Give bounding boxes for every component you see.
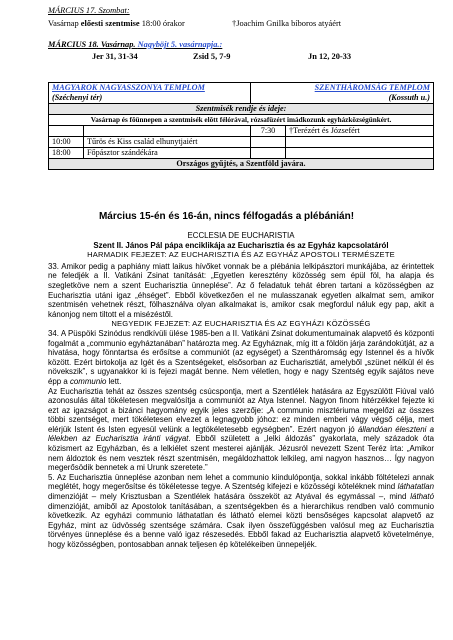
- mass-time: 18:00 órakor: [139, 19, 185, 28]
- church-1-location: (Széchenyi tér): [49, 93, 251, 104]
- reading-3: Jn 12, 20-33: [308, 52, 352, 61]
- intention-cell-2: †Terézért és Józsefért: [286, 126, 434, 137]
- p34-part-c: Az Eucharisztia tehát az összes szentség csúcspontja, mert a Szentlélek hatására az Egyszülött Fiúval való azonosulás által tökéletesen megvalósítja a communiót az Atya Istennel. Nagyon finom hitérzékkel fejezte ki ezt az igazságot a bizánci hagyomány egyik jeles szerzője: „A communio misztériuma megelőzi az összes többi szentséget, mert tökéletesen elvezet a legnagyobb jóhoz: ez minden emberi vágy végső célja, mert elérjük Istent és Isten egyesül velünk a legtökéletesebb egységben”. Ezért nagyon jó: [48, 386, 434, 434]
- paragraph-33: 33. Amikor pedig a paphiány miatt laikus hívőket vonnak be a plébánia lelkipásztori munkájába, az érintettek ne feledjék a II. Vatikáni Zsinat tanítását: „Egyetlen keresztény közösség sem épül föl, ha alapja és szegletköve nem a szent Eucharisztia ünneplése”. Az ő feladatuk tehát ébren tartani a közösségben az Eucharisztia utáni igaz „éhséget”. Ebből következően el ne mulasszanak egyetlen alkalmat sem, amikor szentmisén vehetnek részt, fölhasználva olyan alkalmakat is, amikor csak megfordul náluk egy pap, akit a kánonjog nem tiltott el a misézéstől.: [48, 261, 434, 319]
- p35-visible: látható: [410, 492, 434, 502]
- p34-part-a: 34. A Püspöki Szinódus rendkívüli ülése 1985-ben a II. Vatikáni Zsinat dokumentumainak alapvető és központi fogalmát a „communio egyháztanában” határozta meg. Az Egyháznak, míg itt a földön járja zarándokútját, az a hivatása, hogy fönntartsa és erősítse a communiót (az egységet) a Szentháromság egy Istennel és a hívők között. Ezért birtokolja az Igét és a Szentségeket, elsősorban az Eucharisztiát, amelyből „szünet nélkül él és növekszik”, s ugyanakkor ki is fejezi magát benne. Nem véletlen, hogy e nagy Szentség egyik sajátos neve épp a: [48, 328, 434, 386]
- chapter-4-heading: NEGYEDIK FEJEZET: AZ EUCHARISZTIA ÉS AZ EGYHÁZI KÖZÖSSÉG: [111, 319, 371, 329]
- time-cell-2: [251, 137, 286, 148]
- p34-part-b: lett.: [106, 376, 122, 386]
- time-cell: 10:00: [49, 137, 84, 148]
- church-2-location: (Kossuth u.): [251, 93, 434, 104]
- p35-part-b: dimenzióját – mely Krisztusban a Szentlélek hatására összeköt az Atyával és egymással –, mind: [48, 492, 411, 502]
- paragraph-34: [48, 329, 434, 387]
- rosary-note: Vasárnap és fõünnepen a szentmisék elõtt félórával, rózsafüzért imádkozunk egyházközségünkért.: [49, 115, 434, 126]
- schedule-row: [49, 148, 434, 159]
- time-cell-2: 7:30: [251, 126, 286, 137]
- article-subtitle: Szent II. János Pál pápa enciklikája az Eucharisztia és az Egyház kapcsolatáról: [93, 240, 389, 250]
- schedule-title: Szentmisék rendje és ideje:: [49, 104, 434, 115]
- date-sunday: [48, 40, 222, 50]
- intention-cell-2: [286, 148, 434, 159]
- intention-cell: [84, 126, 251, 137]
- time-cell: 18:00: [49, 148, 84, 159]
- saturday-mass: [48, 19, 185, 29]
- p35-part-a: 5. Az Eucharisztia ünneplése azonban nem lehet a communio kiindulópontja, sokkal inkább föltételezi annak meglétét, hogy megerősítse és tökéletesse tegye. A Szentség kifejezi e közösségi köteléknek mind: [48, 472, 434, 492]
- paragraph-35: [48, 473, 434, 550]
- intention-cell-2: [286, 137, 434, 148]
- mass-type: előesti szentmise: [80, 19, 140, 28]
- intention-cell: Tűrös és Kiss család elhunytjaiért: [84, 137, 251, 148]
- p34-emphasis: állandóan éleszteni a lélekben az Eucharisztia iránti vágyat: [48, 424, 435, 444]
- intention-cell: Főpásztor szándékára: [84, 148, 251, 159]
- chapter-3-heading: HARMADIK FEJEZET: AZ EUCHARISZTIA ÉS AZ EGYHÁZ APOSTOLI TERMÉSZETE: [87, 250, 395, 260]
- article-title: ECCLESIA DE EUCHARISTIA: [187, 231, 295, 240]
- sunday-label: MÁRCIUS 18. Vasárnap.: [48, 40, 136, 49]
- reading-1: Jer 31, 31-34: [92, 52, 138, 61]
- sunday-note: Nagyböjt 5. vasárnapja.:: [137, 40, 223, 49]
- announcement: Március 15-én és 16-án, nincs félfogadás a plébánián!: [98, 211, 355, 222]
- church-1: MAGYAROK NAGYASSZONYA TEMPLOM: [49, 83, 251, 94]
- saturday-intention: †Joachim Gnilka bíboros atyáért: [232, 19, 342, 28]
- article: [48, 231, 434, 550]
- time-cell-2: [251, 148, 286, 159]
- paragraph-34-cont: [48, 387, 434, 473]
- p35-part-c: dimenzióját, amiből az Apostolok tanításában, a szentségekben és a hierarchikus rendben való communio következik. Az egyházi communio láthatatlan és látható elemei közti bensőséges kapcsolat alapvető az Egyház, mint az üdvösség szentsége számára. Csak ilyen összefüggésben valósul meg az Eucharisztia törvényes ünneplése és a benne való igaz részesedés. Ebből fakad az Eucharisztia alapvető követelménye, hogy közösségben, pontosabban annak teljesen ép kötelékeiben ünnepeljék.: [48, 501, 434, 549]
- schedule-row: [49, 137, 434, 148]
- reading-2: Zsid 5, 7-9: [193, 52, 231, 61]
- time-cell: [49, 126, 84, 137]
- church-2: SZENTHÁROMSÁG TEMPLOM: [251, 83, 434, 94]
- mass-prefix: Vasárnap: [48, 19, 81, 28]
- date-saturday: MÁRCIUS 17. Szombat:: [48, 6, 130, 15]
- collection-notice: Országos gyűjtés, a Szentföld javára.: [49, 159, 434, 170]
- p35-invisible: láthatatlan: [397, 482, 434, 492]
- schedule-row: [49, 126, 434, 137]
- p34-part-e: . Ebből született a „lelki áldozás” gyakorlata, mely századok óta közismert az Egyházban, és a lelkiélet szent mesterei ajánlják. Jézusról nevezett Szent Teréz írta: „Amikor nem áldoztok és nem vesztek részt szentmisén, megáldozhattok lelkileg, ami nagyon hasznos… Így nagyon megerősödik bennetek a mi Urunk szeretete.”: [48, 434, 434, 473]
- mass-schedule-table: [48, 82, 434, 170]
- p34-communio: communio: [69, 376, 107, 386]
